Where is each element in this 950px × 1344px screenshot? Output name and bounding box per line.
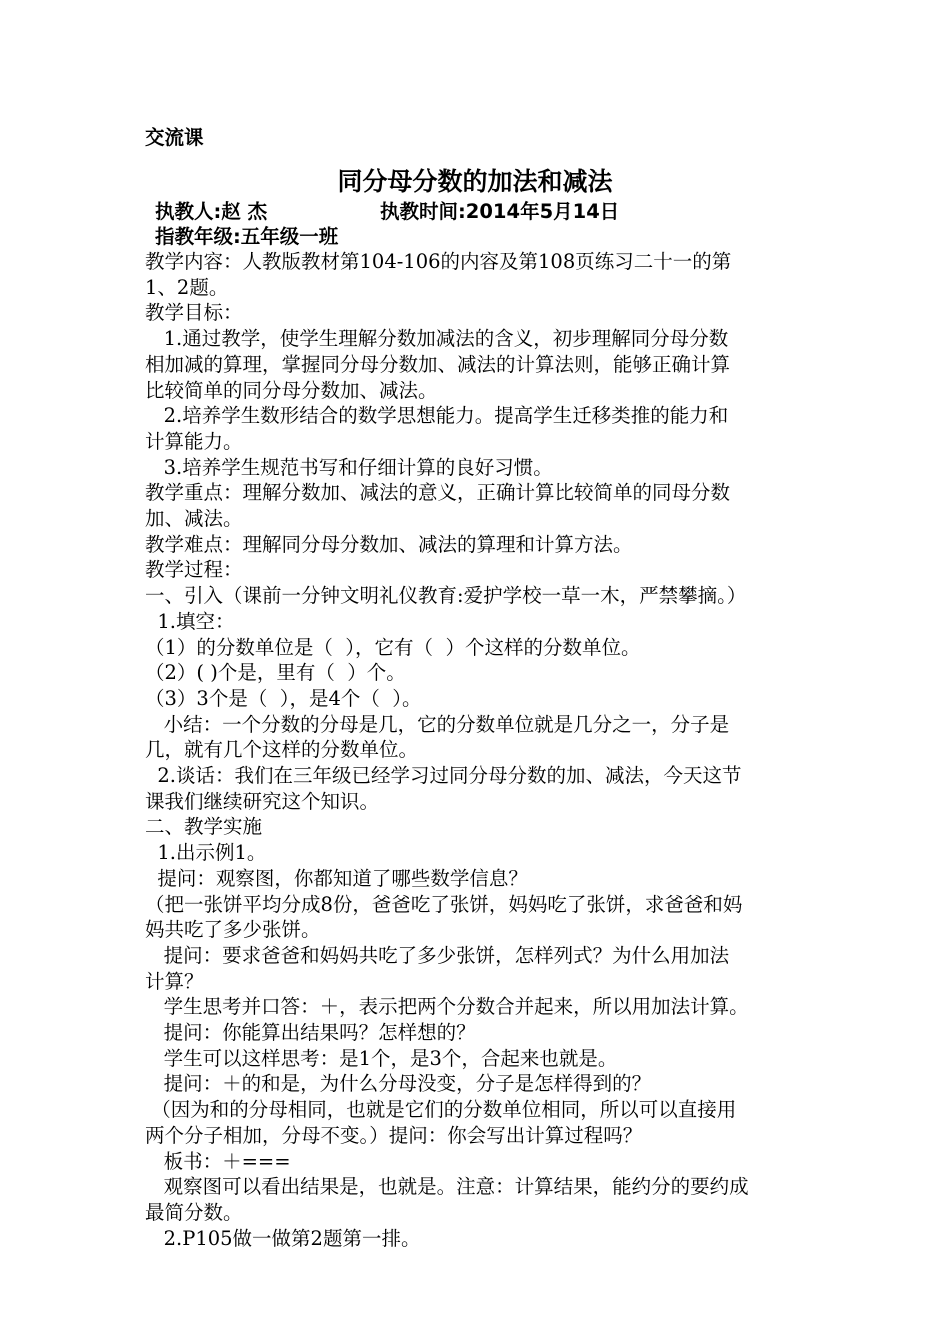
body-line: 提问：观察图，你都知道了哪些数学信息？ bbox=[145, 866, 528, 890]
body-line: 提问：＋的和是，为什么分母没变，分子是怎样得到的？ bbox=[145, 1072, 652, 1096]
body-line: 学生可以这样思考：是1个，是3个，合起来也就是。 bbox=[145, 1046, 618, 1070]
body-line: 两个分子相加，分母不变。）提问：你会写出计算过程吗？ bbox=[145, 1123, 643, 1147]
body-line: 2.P105做一做第2题第一排。 bbox=[145, 1226, 421, 1250]
body-line: 1.填空： bbox=[145, 609, 235, 633]
body-line: 1.通过教学，使学生理解分数加减法的含义，初步理解同分母分数 bbox=[145, 327, 729, 351]
body-line: 比较简单的同分母分数加、减法。 bbox=[145, 378, 438, 402]
lesson-title: 同分母分数的加法和减法 bbox=[337, 167, 613, 196]
grade-info: 指教年级:五年级一班 bbox=[155, 225, 339, 248]
body-line: 教学内容：人教版教材第104-106的内容及第108页练习二十一的第 bbox=[145, 250, 732, 273]
body-line: 1、2题。 bbox=[145, 275, 229, 299]
body-line: （把一张饼平均分成8份，爸爸吃了张饼，妈妈吃了张饼，求爸爸和妈 bbox=[145, 892, 743, 916]
lesson-tag: 交流课 bbox=[145, 126, 204, 149]
body-line: 提问：要求爸爸和妈妈共吃了多少张饼，怎样列式？为什么用加法 bbox=[145, 943, 730, 967]
body-line: 2.培养学生数形结合的数学思想能力。提高学生迁移类推的能力和 bbox=[145, 404, 729, 428]
body-line: 二、教学实施 bbox=[145, 815, 263, 839]
body-line: （1）的分数单位是（ ），它有（ ）个这样的分数单位。 bbox=[145, 635, 641, 659]
body-line: 课我们继续研究这个知识。 bbox=[145, 789, 380, 813]
body-line: 最简分数。 bbox=[145, 1200, 243, 1224]
body-line: （3）3个是（ ），是4个（ ）。 bbox=[145, 686, 422, 710]
body-line: （因为和的分母相同，也就是它们的分数单位相同，所以可以直接用 bbox=[145, 1098, 737, 1122]
teaching-time: 执教时间:2014年5月14日 bbox=[380, 200, 620, 223]
body-line: 板书：＋=== bbox=[145, 1149, 291, 1173]
body-line: 一、引入（课前一分钟文明礼仪教育:爱护学校一草一木，严禁攀摘。） bbox=[145, 584, 747, 608]
body-line: 教学目标： bbox=[145, 301, 243, 325]
teacher-info: 执教人:赵 杰 bbox=[155, 200, 268, 223]
body-line: 教学重点：理解分数加、减法的意义，正确计算比较简单的同母分数 bbox=[145, 481, 731, 505]
body-line: 观察图可以看出结果是，也就是。注意：计算结果，能约分的要约成 bbox=[145, 1175, 749, 1199]
body-line: 教学过程： bbox=[145, 558, 243, 582]
body-line: 提问：你能算出结果吗？怎样想的？ bbox=[145, 1021, 476, 1044]
body-line: 几，就有几个这样的分数单位。 bbox=[145, 738, 419, 762]
body-line: 3.培养学生规范书写和仔细计算的良好习惯。 bbox=[145, 455, 553, 479]
body-line: 妈共吃了多少张饼。 bbox=[145, 918, 321, 942]
body-line: 学生思考并口答：＋，表示把两个分数合并起来，所以用加法计算。 bbox=[145, 995, 749, 1019]
body-line: 1.出示例1。 bbox=[145, 841, 267, 865]
body-line: 加、减法。 bbox=[145, 507, 243, 530]
body-line: 计算能力。 bbox=[145, 429, 243, 453]
body-line: （2）( )个是，里有（ ）个。 bbox=[145, 661, 406, 685]
body-line: 2.谈话：我们在三年级已经学习过同分母分数的加、减法，今天这节 bbox=[145, 764, 742, 787]
body-line: 相加减的算理，掌握同分母分数加、减法的计算法则，能够正确计算 bbox=[145, 352, 731, 376]
body-line: 计算？ bbox=[145, 969, 204, 993]
body-line: 教学难点：理解同分母分数加、减法的算理和计算方法。 bbox=[145, 532, 633, 556]
body-line: 小结：一个分数的分母是几，它的分数单位就是几分之一，分子是 bbox=[145, 712, 730, 736]
